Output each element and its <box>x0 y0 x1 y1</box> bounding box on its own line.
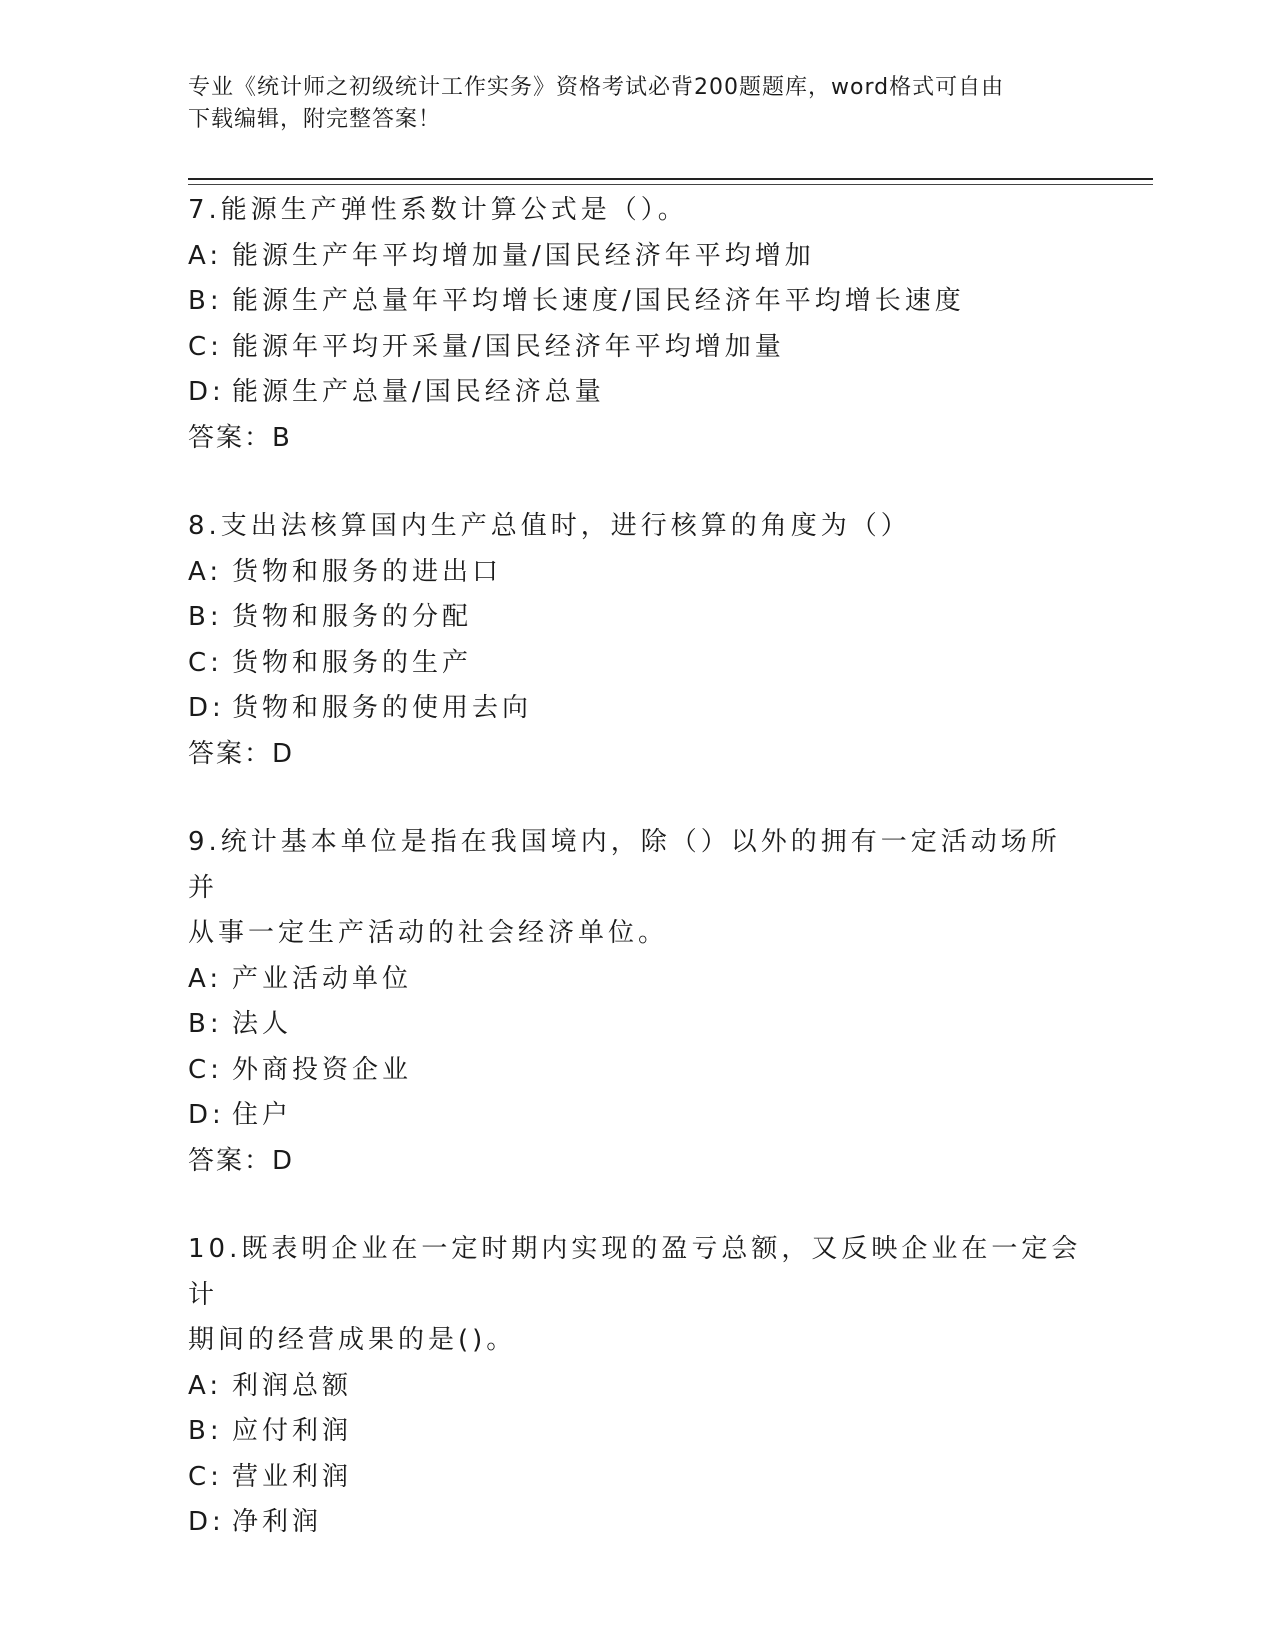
option-letter: B: <box>188 1009 223 1039</box>
option-c <box>188 1455 1088 1501</box>
option-letter: C: <box>188 331 223 362</box>
option-letter: D: <box>188 1507 225 1537</box>
question-stem: 7.能源生产弹性系数计算公式是（）。 <box>188 195 688 225</box>
option-c <box>188 325 1088 371</box>
option-a <box>188 957 1088 1003</box>
header-line-2: 下载编辑，附完整答案！ <box>188 107 442 132</box>
option-d <box>188 1500 1088 1546</box>
option-text: 净利润 <box>232 1507 323 1537</box>
option-letter: A: <box>188 963 223 994</box>
answer-line: 答案：B <box>188 422 292 453</box>
answer-line: 答案：D <box>188 1145 295 1176</box>
option-letter: A: <box>188 556 223 587</box>
question-stem: 9.统计基本单位是指在我国境内，除（）以外的拥有一定活动场所并 <box>188 827 1061 903</box>
option-c <box>188 1048 1088 1094</box>
question-stem-continued: 期间的经营成果的是()。 <box>188 1325 517 1355</box>
option-b <box>188 595 1088 641</box>
header-line-1: 专业《统计师之初级统计工作实务》资格考试必背200题题库，word格式可自由 <box>188 75 1005 100</box>
option-letter: D: <box>188 377 225 407</box>
option-d <box>188 1093 1088 1139</box>
option-text: 能源生产年平均增加量/国民经济年平均增加 <box>232 240 815 271</box>
option-letter: A: <box>188 240 223 271</box>
question-stem-continued: 从事一定生产活动的社会经济单位。 <box>188 918 669 948</box>
question-list <box>188 188 1088 1589</box>
option-text: 货物和服务的分配 <box>232 602 473 632</box>
question-item <box>188 820 1088 1184</box>
option-letter: D: <box>188 693 225 723</box>
question-item <box>188 504 1088 777</box>
option-text: 法人 <box>232 1009 293 1039</box>
header-divider-thin <box>188 184 1153 185</box>
option-text: 利润总额 <box>232 1370 353 1401</box>
question-item <box>188 1227 1088 1546</box>
question-stem: 10.既表明企业在一定时期内实现的盈亏总额，又反映企业在一定会计 <box>188 1234 1082 1310</box>
option-text: 货物和服务的生产 <box>232 647 473 678</box>
option-b <box>188 1409 1088 1455</box>
option-text: 能源生产总量年平均增长速度/国民经济年平均增长速度 <box>232 286 965 316</box>
option-text: 能源年平均开采量/国民经济年平均增加量 <box>232 331 785 362</box>
option-letter: B: <box>188 286 223 316</box>
option-text: 营业利润 <box>232 1461 353 1492</box>
option-d <box>188 370 1088 416</box>
option-letter: B: <box>188 602 223 632</box>
option-text: 产业活动单位 <box>232 963 413 994</box>
option-text: 货物和服务的进出口 <box>232 556 503 587</box>
option-text: 应付利润 <box>232 1416 353 1446</box>
option-text: 能源生产总量/国民经济总量 <box>232 377 605 407</box>
option-letter: B: <box>188 1416 223 1446</box>
answer-line: 答案：D <box>188 738 295 769</box>
option-c <box>188 641 1088 687</box>
option-letter: A: <box>188 1370 223 1401</box>
option-b <box>188 1002 1088 1048</box>
document-header <box>188 72 1088 136</box>
header-divider-thick <box>188 178 1153 180</box>
option-letter: C: <box>188 647 223 678</box>
option-a <box>188 550 1088 596</box>
option-text: 外商投资企业 <box>232 1054 413 1085</box>
option-text: 住户 <box>232 1100 293 1130</box>
option-letter: C: <box>188 1461 223 1492</box>
option-letter: C: <box>188 1054 223 1085</box>
question-stem: 8.支出法核算国内生产总值时，进行核算的角度为（） <box>188 511 911 541</box>
option-a <box>188 1364 1088 1410</box>
option-d <box>188 686 1088 732</box>
option-letter: D: <box>188 1100 225 1130</box>
option-b <box>188 279 1088 325</box>
question-item <box>188 188 1088 461</box>
option-a <box>188 234 1088 280</box>
option-text: 货物和服务的使用去向 <box>232 693 533 723</box>
